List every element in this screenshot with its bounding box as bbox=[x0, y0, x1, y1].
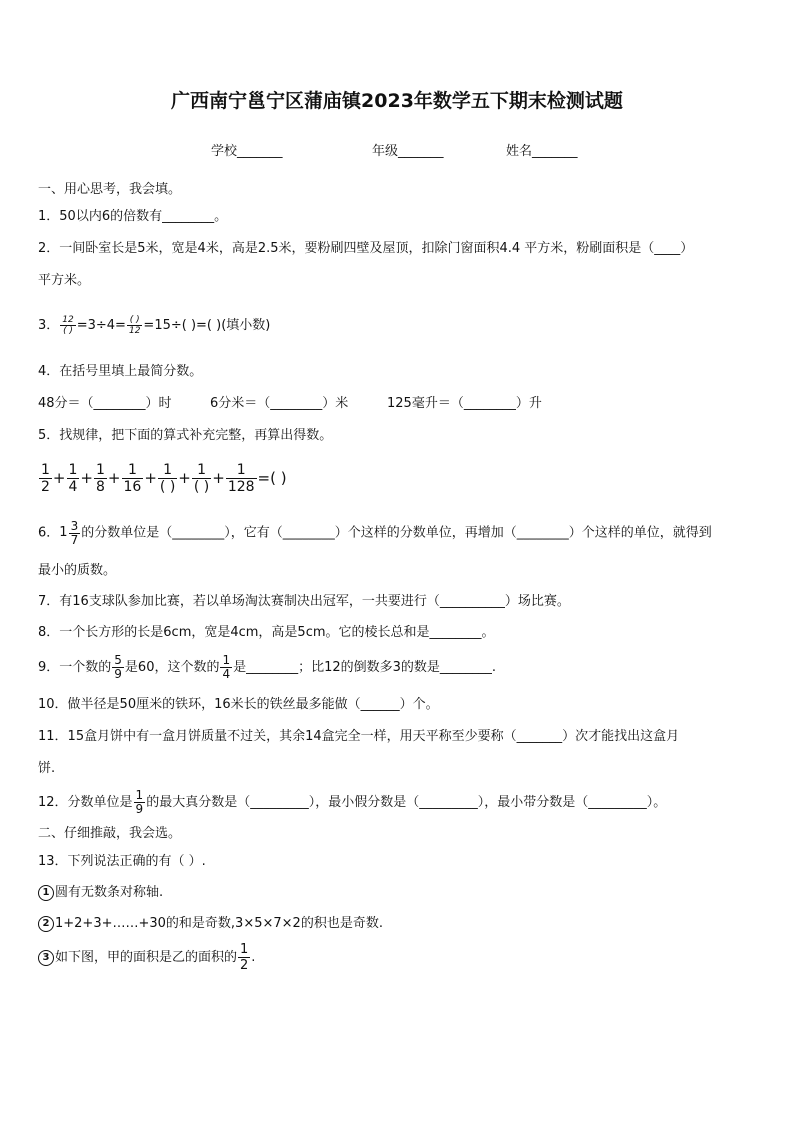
q5-fraction bbox=[226, 462, 257, 495]
q5-f1-den: 2 bbox=[41, 479, 50, 495]
question-13: 13．下列说法正确的有（ ）. bbox=[38, 854, 206, 869]
q5-f6-den: ( ) bbox=[193, 479, 210, 495]
q5-fraction bbox=[39, 462, 52, 495]
q9-f1-num: 5 bbox=[114, 653, 122, 667]
q3-f1-denominator: ( ) bbox=[63, 326, 73, 336]
q3-fraction-1 bbox=[60, 315, 75, 336]
plus-sign: + bbox=[144, 469, 157, 487]
q5-f4-den: 16 bbox=[123, 479, 142, 495]
question-4-item-3: 125毫升＝（________）升 bbox=[387, 396, 542, 411]
q5-f5-num: 1 bbox=[163, 462, 173, 478]
q5-f4-num: 1 bbox=[127, 462, 137, 478]
q12-part-2: 的最大真分数是（_________），最小假分数是（_________），最小带分数是（_________）。 bbox=[146, 795, 667, 810]
q5-f3-den: 8 bbox=[96, 479, 105, 495]
q12-den: 9 bbox=[135, 802, 144, 816]
q9-part-3: 是________；比12的倒数多3的数是________. bbox=[233, 660, 497, 675]
question-5: 5．找规律，把下面的算式补充完整，再算出得数。 bbox=[38, 428, 333, 443]
q3-prefix: 3． bbox=[38, 318, 60, 333]
q9-part-2: 是60，这个数的 bbox=[124, 660, 220, 675]
q9-f1-den: 9 bbox=[114, 667, 122, 681]
q5-f7-den: 128 bbox=[227, 479, 255, 495]
question-7: 7．有16支球队参加比赛，若以单场淘汰赛制决出冠军，一共要进行（__________）场比赛。 bbox=[38, 594, 570, 609]
q5-fraction bbox=[122, 462, 144, 495]
q3-f1-numerator: 12 bbox=[62, 315, 74, 325]
q5-f2-den: 4 bbox=[68, 479, 78, 495]
question-12 bbox=[38, 788, 666, 818]
name-field: 姓名_______ bbox=[506, 144, 578, 159]
section-1-heading: 一、用心思考，我会填。 bbox=[38, 182, 182, 197]
q3-f2-denominator: 12 bbox=[128, 326, 141, 336]
plus-sign: + bbox=[52, 469, 66, 487]
q5-f1-num: 1 bbox=[41, 462, 50, 478]
q12-fraction bbox=[134, 789, 146, 816]
question-4-item-1: 48分＝（________）时 bbox=[38, 396, 172, 411]
question-9 bbox=[38, 653, 496, 683]
question-1: 1．50以内6的倍数有________。 bbox=[38, 209, 228, 224]
question-6-line-1 bbox=[38, 518, 712, 549]
q3-rest: =15÷( )=( )(填小数) bbox=[143, 318, 271, 333]
q5-fraction bbox=[192, 462, 211, 495]
q5-fraction bbox=[158, 462, 177, 495]
option-3-den: 2 bbox=[240, 958, 249, 973]
q3-f2-numerator: ( ) bbox=[129, 315, 140, 325]
question-13-option-1 bbox=[38, 884, 163, 902]
question-8: 8．一个长方形的长是6cm，宽是4cm，高是5cm。它的棱长总和是________。 bbox=[38, 625, 495, 640]
question-11-line-2: 饼. bbox=[38, 761, 56, 776]
option-1-circle-icon: 1 bbox=[38, 885, 54, 901]
question-4-item-2: 6分米＝（________）米 bbox=[210, 396, 349, 411]
q6-prefix: 6． bbox=[38, 525, 60, 541]
question-3 bbox=[38, 313, 270, 339]
page-title: 广西南宁邕宁区蒲庙镇2023年数学五下期末检测试题 bbox=[171, 90, 623, 112]
grade-field: 年级_______ bbox=[372, 144, 444, 159]
section-2-heading: 二、仔细推敲，我会选。 bbox=[38, 826, 182, 841]
option-3-fraction bbox=[238, 942, 250, 973]
q5-fraction bbox=[67, 462, 80, 495]
question-6-line-2: 最小的质数。 bbox=[38, 563, 117, 578]
option-3-text: 如下图，甲的面积是乙的面积的 bbox=[55, 950, 238, 965]
question-11-line-1: 11．15盒月饼中有一盒月饼质量不过关，其余14盒完全一样，用天平称至少要称（_______）次才能找出这盒月 bbox=[38, 729, 680, 744]
q5-f5-den: ( ) bbox=[159, 479, 176, 495]
q9-fraction-1 bbox=[112, 654, 124, 681]
question-2-line-1: 2．一间卧室长是5米，宽是4米，高是2.5米，要粉刷四壁及屋顶，扣除门窗面积4.4 平方米，粉刷面积是（____） bbox=[38, 241, 694, 256]
option-3-num: 1 bbox=[240, 942, 249, 957]
q9-part-1: 9．一个数的 bbox=[38, 660, 112, 675]
q6-den: 7 bbox=[70, 532, 79, 547]
q12-part-1: 12．分数单位是 bbox=[38, 795, 133, 810]
plus-sign: + bbox=[212, 469, 225, 487]
q5-f3-num: 1 bbox=[96, 462, 105, 478]
plus-sign: + bbox=[178, 469, 191, 487]
question-4: 4．在括号里填上最简分数。 bbox=[38, 364, 203, 379]
q9-f2-num: 1 bbox=[222, 653, 231, 667]
option-3-end: . bbox=[251, 950, 256, 965]
q9-fraction-2 bbox=[220, 654, 232, 681]
q5-f2-num: 1 bbox=[68, 462, 78, 478]
q3-mid: =3÷4= bbox=[76, 318, 126, 333]
q6-num: 3 bbox=[70, 518, 79, 533]
option-1-text: 圆有无数条对称轴. bbox=[55, 885, 164, 900]
q12-num: 1 bbox=[135, 788, 144, 802]
q6-whole: 1 bbox=[59, 525, 68, 540]
q3-fraction-2 bbox=[127, 315, 142, 336]
q5-result: =( ) bbox=[257, 469, 287, 487]
school-field: 学校_______ bbox=[211, 144, 283, 159]
q9-f2-den: 4 bbox=[222, 667, 231, 681]
q5-fraction bbox=[94, 462, 107, 495]
q5-f7-num: 1 bbox=[236, 462, 246, 478]
question-5-expression bbox=[38, 460, 287, 496]
plus-sign: + bbox=[80, 469, 93, 487]
question-13-option-3 bbox=[38, 942, 255, 974]
option-2-text: 1+2+3+……+30的和是奇数,3×5×7×2的积也是奇数. bbox=[55, 916, 383, 931]
question-13-option-2 bbox=[38, 915, 383, 933]
plus-sign: + bbox=[107, 469, 121, 487]
q5-f6-num: 1 bbox=[197, 462, 206, 478]
option-3-circle-icon: 3 bbox=[38, 950, 54, 966]
question-2-line-2: 平方米。 bbox=[38, 273, 91, 288]
question-10: 10．做半径是50厘米的铁环，16米长的铁丝最多能做（______）个。 bbox=[38, 697, 439, 712]
q6-text: 的分数单位是（________），它有（________）个这样的分数单位，再增加（________）个这样的单位，就得到 bbox=[81, 525, 712, 541]
q6-fraction bbox=[69, 520, 81, 547]
option-2-circle-icon: 2 bbox=[38, 916, 54, 932]
